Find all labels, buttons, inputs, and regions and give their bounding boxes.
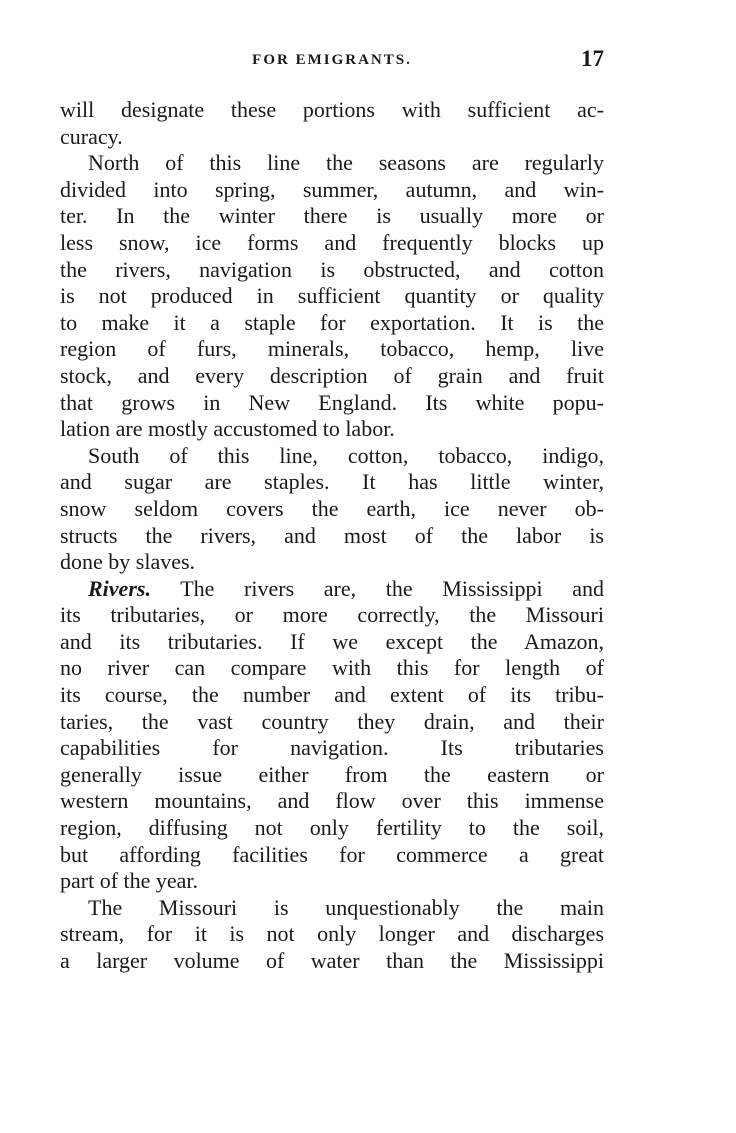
- text-line: no river can compare with this for length of: [60, 655, 604, 681]
- text-line: divided into spring, summer, autumn, and win-: [60, 176, 604, 202]
- text-line: taries, the vast country they drain, and their: [60, 708, 604, 734]
- text-line: but affording facilities for commerce a great: [60, 841, 604, 867]
- running-head: [60, 46, 604, 76]
- text-line: less snow, ice forms and frequently blocks up: [60, 229, 604, 255]
- rivers-line-text: The rivers are, the Mississippi and: [180, 575, 604, 601]
- text-line: stock, and every description of grain and fruit: [60, 362, 604, 388]
- text-line: capabilities for navigation. Its tributaries: [60, 735, 604, 761]
- rivers-lead: Rivers.: [88, 575, 151, 601]
- text-line: snow seldom covers the earth, ice never ob-: [60, 495, 604, 521]
- text-line: and sugar are staples. It has little winter,: [60, 469, 604, 495]
- text-line: a larger volume of water than the Mississippi: [60, 948, 604, 973]
- paragraph-start-line: North of this line the seasons are regularly: [88, 150, 604, 176]
- text-line: structs the rivers, and most of the labor is: [60, 522, 604, 548]
- text-line: region of furs, minerals, tobacco, hemp, live: [60, 336, 604, 362]
- text-line: stream, for it is not only longer and discharges: [60, 921, 604, 947]
- text-line: the rivers, navigation is obstructed, and cotton: [60, 256, 604, 282]
- paragraph-start-line: South of this line, cotton, tobacco, indigo,: [88, 442, 604, 468]
- text-line: region, diffusing not only fertility to the soil,: [60, 815, 604, 841]
- paragraph-start-line: The Missouri is unquestionably the main: [88, 894, 604, 920]
- text-line: that grows in New England. Its white popu-: [60, 389, 604, 415]
- text-line: done by slaves.: [60, 549, 196, 575]
- text-line: lation are mostly accustomed to labor.: [60, 416, 395, 442]
- text-line: its tributaries, or more correctly, the Missouri: [60, 602, 604, 628]
- text-line: its course, the number and extent of its tribu-: [60, 682, 604, 708]
- text-line: and its tributaries. If we except the Amazon,: [60, 628, 604, 654]
- paragraph-start-line: [60, 576, 604, 603]
- text-line: curacy.: [60, 123, 123, 149]
- running-title: FOR EMIGRANTS.: [252, 52, 412, 68]
- text-line: western mountains, and flow over this immense: [60, 788, 604, 814]
- body-text: [60, 97, 604, 975]
- text-line: generally issue either from the eastern or: [60, 761, 604, 787]
- text-line: will designate these portions with sufficient ac-: [60, 97, 604, 122]
- text-line: to make it a staple for exportation. It is the: [60, 309, 604, 335]
- page-number: 17: [581, 46, 604, 71]
- text-line: ter. In the winter there is usually more or: [60, 203, 604, 229]
- text-line: part of the year.: [60, 868, 199, 894]
- text-line: is not produced in sufficient quantity or quality: [60, 283, 604, 309]
